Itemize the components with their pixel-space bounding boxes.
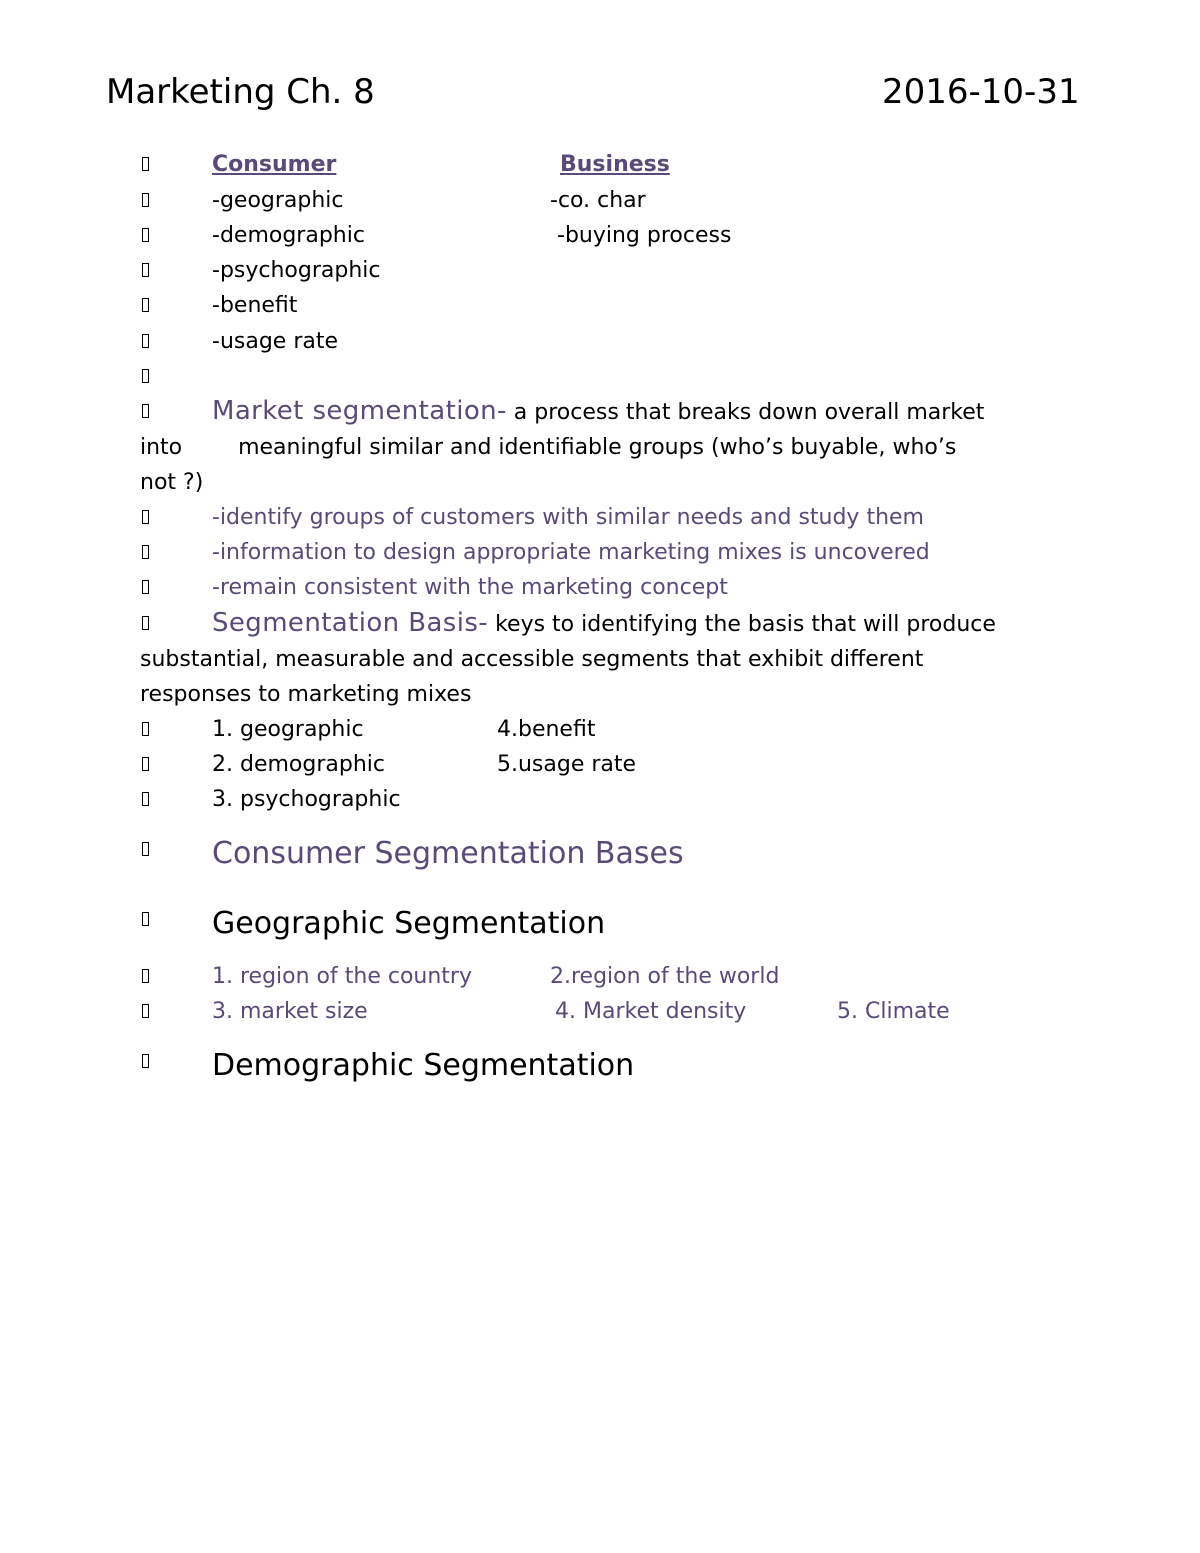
bullet-icon xyxy=(142,1054,149,1068)
bullet-icon xyxy=(142,545,149,559)
bullet-icon xyxy=(142,157,149,171)
bullet-icon xyxy=(142,263,149,277)
term-segmentation-basis: Segmentation Basis- xyxy=(212,608,489,638)
bullet-icon xyxy=(142,842,149,856)
bullet-icon xyxy=(142,369,149,383)
business-item: -buying process xyxy=(557,223,732,248)
geographic-item: 3. market size xyxy=(212,999,368,1024)
definition-market-segmentation xyxy=(140,394,1060,500)
consumer-bases-title: Consumer Segmentation Bases xyxy=(212,836,684,871)
definition-text: responses to marketing mixes xyxy=(140,682,472,707)
section-heading xyxy=(140,1044,1060,1088)
bullet-icon xyxy=(142,298,149,312)
section-heading xyxy=(140,832,1060,876)
geographic-item: 1. region of the country xyxy=(212,964,472,989)
definition-text: keys to identifying the basis that will produce xyxy=(488,612,996,637)
bullet-icon xyxy=(142,722,149,736)
bullet-icon xyxy=(142,912,149,926)
bullet-icon xyxy=(142,228,149,242)
geographic-item: 2.region of the world xyxy=(550,964,780,989)
bullet-icon xyxy=(142,969,149,983)
consumer-heading: Consumer xyxy=(212,152,337,177)
geographic-item: 5. Climate xyxy=(837,999,950,1024)
basis-item: 2. demographic xyxy=(212,752,385,777)
page-date: 2016-10-31 xyxy=(882,72,1080,112)
bullet-icon xyxy=(142,757,149,771)
bullet-icon xyxy=(142,792,149,806)
consumer-item: -geographic xyxy=(212,188,344,213)
term-market-segmentation: Market segmentation- xyxy=(212,396,507,426)
bullet-icon xyxy=(142,1004,149,1018)
geographic-item: 4. Market density xyxy=(555,999,747,1024)
bullet-icon xyxy=(142,580,149,594)
consumer-item: -usage rate xyxy=(212,329,339,354)
page-title: Marketing Ch. 8 xyxy=(106,72,375,112)
definition-text: substantial, measurable and accessible segments that exhibit different xyxy=(140,647,924,672)
section-heading xyxy=(140,902,1060,946)
business-item: -co. char xyxy=(550,188,646,213)
basis-item: 3. psychographic xyxy=(212,787,401,812)
definition-text: not ?) xyxy=(140,470,204,495)
definition-segmentation-basis xyxy=(140,606,1060,712)
definition-text: into meaningful similar and identifiable groups (who’s buyable, who’s xyxy=(140,435,957,460)
segmentation-point: -remain consistent with the marketing concept xyxy=(212,575,728,600)
geographic-title: Geographic Segmentation xyxy=(212,906,606,941)
consumer-item: -psychographic xyxy=(212,258,381,283)
bullet-icon xyxy=(142,334,149,348)
consumer-item: -demographic xyxy=(212,223,365,248)
bullet-icon xyxy=(142,510,149,524)
definition-text: a process that breaks down overall market xyxy=(506,400,985,425)
business-heading: Business xyxy=(560,152,670,177)
basis-item: 4.benefit xyxy=(497,717,596,742)
basis-item: 5.usage rate xyxy=(497,752,637,777)
segmentation-point: -information to design appropriate marketing mixes is uncovered xyxy=(212,540,930,565)
bullet-icon xyxy=(142,193,149,207)
segmentation-point: -identify groups of customers with similar needs and study them xyxy=(212,505,924,530)
basis-item: 1. geographic xyxy=(212,717,364,742)
demographic-title: Demographic Segmentation xyxy=(212,1048,635,1083)
consumer-item: -benefit xyxy=(212,293,298,318)
